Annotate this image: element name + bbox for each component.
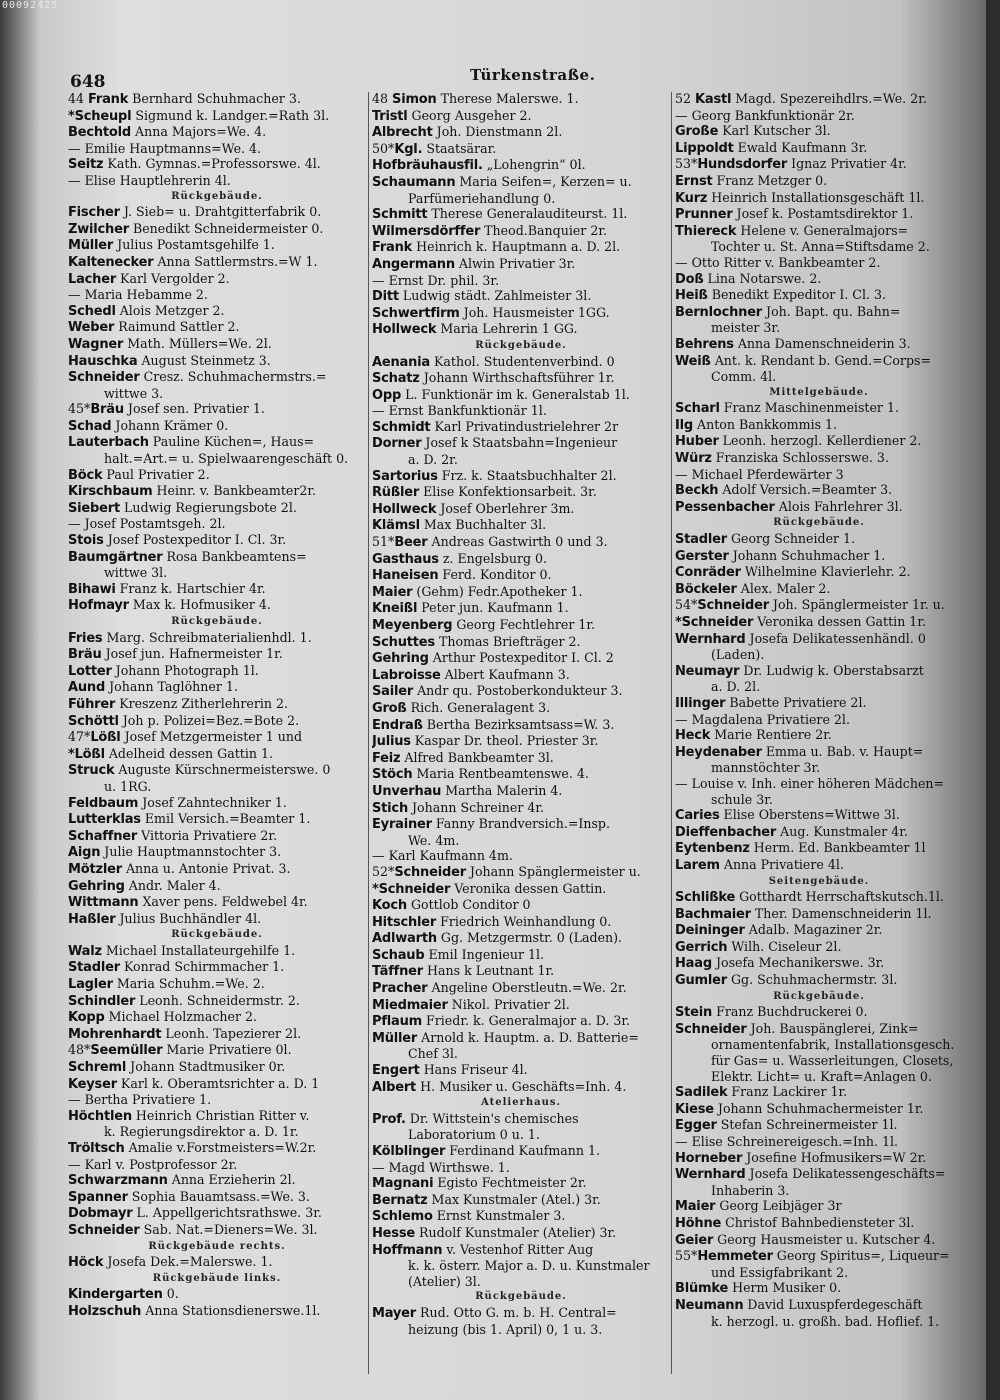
directory-entry: Stadler Georg Schneider 1. (675, 531, 856, 548)
directory-entry: Schaffner Vittoria Privatiere 2r. (68, 827, 278, 844)
directory-entry: Höchtlen Heinrich Christian Ritter v. (68, 1107, 310, 1124)
directory-entry: — Magdalena Privatiere 2l. (675, 711, 850, 727)
directory-entry: Schöttl Joh p. Polizei=Bez.=Bote 2. (68, 712, 300, 729)
directory-entry: Bernlochner Joh. Bapt. qu. Bahn= (675, 303, 901, 320)
entry-continuation: We. 4m. (408, 832, 460, 848)
directory-entry: 51*Beer Andreas Gastwirth 0 und 3. (372, 534, 608, 551)
directory-entry: Heiß Benedikt Expeditor I. Cl. 3. (675, 287, 886, 304)
directory-entry: — Michael Pferdewärter 3 (675, 466, 844, 482)
entry-continuation: mannstöchter 3r. (711, 760, 821, 776)
directory-entry: Wilmersdörffer Theod.Banquier 2r. (372, 222, 607, 239)
section-heading: Atelierhaus. (481, 1097, 561, 1109)
directory-entry: Mayer Rud. Otto G. m. b. H. Central= (372, 1304, 617, 1321)
directory-entry: Labroisse Albert Kaufmann 3. (372, 666, 570, 683)
directory-entry: Blümke Herm Musiker 0. (675, 1280, 842, 1297)
directory-entry: Aund Johann Taglöhner 1. (68, 679, 238, 696)
entry-continuation: wittwe 3l. (104, 565, 168, 581)
section-heading: Rückgebäude. (773, 517, 865, 529)
directory-entry: Schwarzmann Anna Erzieherin 2l. (68, 1172, 296, 1189)
directory-entry: Opp L. Funktionär im k. Generalstab 1l. (372, 386, 630, 403)
directory-entry: Kurz Heinrich Installationsgeschäft 1l. (675, 189, 925, 206)
directory-entry: Klämsl Max Buchhalter 3l. (372, 517, 547, 534)
directory-entry: Lagler Maria Schuhm.=We. 2. (68, 976, 265, 993)
directory-entry: Kirschbaum Heinr. v. Bankbeamter2r. (68, 483, 317, 500)
directory-entry: — Emilie Hauptmanns=We. 4. (68, 140, 262, 156)
directory-entry: Dobmayr L. Appellgerichtsrathswe. 3r. (68, 1205, 322, 1222)
entry-continuation: a. D. 2r. (408, 452, 458, 468)
directory-entry: Lacher Karl Vergolder 2. (68, 270, 230, 287)
directory-entry: Schuttes Thomas Briefträger 2. (372, 633, 581, 650)
column-2 (372, 91, 670, 1337)
directory-entry: Weiß Ant. k. Rendant b. Gend.=Corps= (675, 352, 932, 369)
directory-entry: — Maria Hebamme 2. (68, 287, 208, 303)
directory-entry: 55*Hemmeter Georg Spiritus=, Liqueur= (675, 1248, 950, 1265)
column-1 (68, 91, 366, 1320)
directory-entry: Maier Georg Leibjäger 3r (675, 1198, 842, 1215)
directory-entry: Hollweck Maria Lehrerin 1 GG. (372, 321, 578, 338)
directory-entry: Seitz Kath. Gymnas.=Professorswe. 4l. (68, 156, 321, 173)
directory-entry: Mohrenhardt Leonh. Tapezierer 2l. (68, 1025, 302, 1042)
entry-continuation: für Gas= u. Wasserleitungen, Closets, (711, 1053, 954, 1069)
directory-entry: Hollweck Josef Oberlehrer 3m. (372, 500, 575, 517)
directory-entry: Hauschka August Steinmetz 3. (68, 352, 271, 369)
section-heading: Rückgebäude. (171, 616, 263, 627)
directory-entry: Höck Josefa Dek.=Malerswe. 1. (68, 1254, 273, 1271)
directory-entry: Kiese Johann Schuhmachermeister 1r. (675, 1100, 924, 1117)
directory-entry: Rüßler Elise Konfektionsarbeit. 3r. (372, 484, 597, 501)
directory-entry: — Otto Ritter v. Bankbeamter 2. (675, 254, 881, 270)
section-heading: Rückgebäude. (171, 190, 263, 202)
directory-entry: Böckeler Alex. Maler 2. (675, 580, 831, 597)
directory-entry: Spanner Sophia Bauamtsass.=We. 3. (68, 1188, 310, 1205)
directory-entry: Schlißke Gotthardt Herrschaftskutsch.1l. (675, 889, 944, 906)
directory-entry: Stöch Maria Rentbeamtenswe. 4. (372, 766, 589, 783)
directory-entry: — Ernst Bankfunktionär 1l. (372, 403, 547, 419)
directory-entry: 52*Schneider Johann Spänglermeister u. (372, 863, 641, 880)
directory-entry: Schneider Joh. Bauspänglerei, Zink= (675, 1020, 919, 1037)
directory-entry: Gerrich Wilh. Ciseleur 2l. (675, 938, 842, 955)
directory-entry: Neumayr Dr. Ludwig k. Oberstabsarzt (675, 662, 924, 679)
directory-entry: Thiereck Helene v. Generalmajors= (675, 222, 909, 239)
directory-entry: — Ernst Dr. phil. 3r. (372, 272, 500, 288)
directory-entry: Caries Elise Oberstens=Wittwe 3l. (675, 807, 900, 824)
directory-entry: Albert H. Musiker u. Geschäfts=Inh. 4. (372, 1078, 627, 1095)
directory-entry: Schedl Alois Metzger 2. (68, 302, 225, 319)
entry-continuation: schule 3r. (711, 791, 773, 807)
directory-entry: 45*Bräu Josef sen. Privatier 1. (68, 401, 265, 418)
directory-entry: Hofmayr Max k. Hofmusiker 4. (68, 597, 271, 614)
entry-continuation: Elektr. Licht= u. Kraft=Anlagen 0. (711, 1068, 932, 1084)
directory-entry: Kaltenecker Anna Sattlermstrs.=W 1. (68, 253, 318, 270)
entry-continuation: ornamentenfabrik, Installationsgesch. (711, 1037, 955, 1053)
entry-continuation: Tochter u. St. Anna=Stiftsdame 2. (711, 239, 930, 255)
running-head: Türkenstraße. (470, 66, 596, 84)
directory-entry: — Georg Bankfunktionär 2r. (675, 107, 855, 123)
directory-entry: Frank Heinrich k. Hauptmann a. D. 2l. (372, 239, 621, 256)
column-rule (368, 92, 369, 1374)
directory-entry: Aenania Kathol. Studentenverbind. 0 (372, 353, 615, 370)
directory-entry: Ilg Anton Bankkommis 1. (675, 416, 838, 433)
directory-entry: Fischer J. Sieb= u. Drahtgitterfabrik 0. (68, 204, 322, 221)
directory-entry: Böck Paul Privatier 2. (68, 466, 210, 483)
page-number: 648 (70, 72, 106, 92)
entry-continuation: Parfümeriehandlung 0. (408, 190, 556, 206)
directory-entry: Wernhard Josefa Delikatessenhändl. 0 (675, 630, 926, 647)
directory-entry: Egger Stefan Schreinermeister 1l. (675, 1117, 898, 1134)
directory-entry: Prunner Josef k. Postamtsdirektor 1. (675, 206, 914, 223)
section-heading: Rückgebäude. (475, 339, 567, 351)
directory-entry: Stois Josef Postexpeditor I. Cl. 3r. (68, 532, 287, 549)
entry-continuation: (Atelier) 3l. (408, 1273, 481, 1289)
directory-entry: Fries Marg. Schreibmaterialienhdl. 1. (68, 629, 312, 646)
binding-edge (986, 0, 1000, 1400)
directory-entry: Illinger Babette Privatiere 2l. (675, 694, 867, 711)
directory-entry: Schatz Johann Wirthschaftsführer 1r. (372, 370, 615, 387)
scan-id: 00092425 (2, 0, 59, 11)
directory-entry: 50*Kgl. Staatsärar. (372, 140, 497, 157)
directory-entry: Bihawi Franz k. Hartschier 4r. (68, 580, 266, 597)
directory-entry: Mötzler Anna u. Antonie Privat. 3. (68, 860, 291, 877)
directory-entry: Sailer Andr qu. Postoberkondukteur 3. (372, 683, 623, 700)
directory-entry: Doß Lina Notarswe. 2. (675, 270, 822, 287)
directory-entry: Bechtold Anna Majors=We. 4. (68, 124, 267, 141)
entry-continuation: Comm. 4l. (711, 369, 777, 385)
directory-entry: — Elise Schreinereigesch.=Inh. 1l. (675, 1134, 899, 1149)
directory-entry: Gerster Johann Schuhmacher 1. (675, 547, 886, 564)
directory-entry: Bachmaier Ther. Damenschneiderin 1l. (675, 905, 932, 922)
directory-entry: Holzschuh Anna Stationsdienerswe.1l. (68, 1302, 321, 1319)
directory-entry: Würz Franziska Schlosserswe. 3. (675, 450, 889, 467)
directory-entry: Kölblinger Ferdinand Kaufmann 1. (372, 1143, 601, 1159)
entry-continuation: k. Regierungsdirektor a. D. 1r. (104, 1124, 299, 1140)
section-heading: Mittelgebäude. (769, 386, 869, 398)
directory-entry: Magnani Egisto Fechtmeister 2r. (372, 1175, 587, 1192)
directory-entry: *Schneider Veronika dessen Gattin 1r. (675, 614, 926, 630)
column-rule (671, 92, 672, 1374)
directory-entry: Haneisen Ferd. Konditor 0. (372, 567, 552, 584)
directory-entry: Struck Auguste Kürschnermeisterswe. 0 (68, 762, 331, 779)
directory-entry: Scharl Franz Maschinenmeister 1. (675, 400, 899, 417)
directory-entry: Geier Georg Hausmeister u. Kutscher 4. (675, 1231, 936, 1248)
entry-continuation: wittwe 3. (104, 385, 164, 401)
directory-entry: Gumler Gg. Schuhmachermstr. 3l. (675, 972, 898, 989)
directory-entry: Hesse Rudolf Kunstmaler (Atelier) 3r. (372, 1224, 617, 1241)
directory-entry: Koch Gottlob Conditor 0 (372, 897, 531, 914)
directory-entry: Gehring Andr. Maler 4. (68, 877, 221, 894)
directory-entry: Zwilcher Benedikt Schneidermeister 0. (68, 220, 324, 237)
directory-entry: Lotter Johann Photograph 1l. (68, 662, 259, 679)
directory-entry: Schlemo Ernst Kunstmaler 3. (372, 1208, 566, 1225)
directory-entry: Horneber Josefine Hofmusikers=W 2r. (675, 1149, 927, 1166)
directory-entry: Eyrainer Fanny Brandversich.=Insp. (372, 816, 610, 833)
directory-entry: Larem Anna Privatiere 4l. (675, 856, 844, 873)
directory-entry: Sadilek Franz Lackirer 1r. (675, 1084, 848, 1101)
directory-entry: Schindler Leonh. Schneidermstr. 2. (68, 992, 300, 1009)
directory-entry: Siebert Ludwig Regierungsbote 2l. (68, 499, 297, 516)
directory-entry: Gasthaus z. Engelsburg 0. (372, 550, 548, 567)
directory-entry: Schmitt Therese Generalauditeurst. 1l. (372, 206, 628, 223)
directory-entry: Hitschler Friedrich Weinhandlung 0. (372, 913, 612, 930)
directory-entry: Aign Julie Hauptmannstochter 3. (68, 844, 282, 861)
entry-continuation: Inhaberin 3. (711, 1182, 790, 1198)
directory-entry: Schneider Cresz. Schuhmachermstrs.= (68, 369, 327, 386)
directory-entry: — Karl v. Postprofessor 2r. (68, 1156, 238, 1172)
directory-entry: *Lößl Adelheid dessen Gattin 1. (68, 745, 273, 762)
directory-entry: Hofbräuhausfil. „Lohengrin“ 0l. (372, 157, 586, 174)
section-heading: Rückgebäude rechts. (148, 1240, 286, 1252)
column-3 (675, 91, 963, 1329)
directory-entry: Stadler Konrad Schirmmacher 1. (68, 959, 285, 976)
directory-entry: Schmidt Karl Privatindustrielehrer 2r (372, 418, 619, 435)
directory-entry: Tristl Georg Ausgeher 2. (372, 107, 532, 124)
directory-entry: Stein Franz Buchdruckerei 0. (675, 1004, 868, 1021)
directory-entry: Angermann Alwin Privatier 3r. (372, 255, 576, 272)
directory-entry: Täffner Hans k Leutnant 1r. (372, 963, 555, 980)
directory-entry: 48 Simon Therese Malerswe. 1. (372, 91, 579, 107)
directory-entry: Deininger Adalb. Magaziner 2r. (675, 922, 883, 939)
section-heading: Seitengebäude. (768, 875, 870, 887)
entry-continuation: Chef 3l. (408, 1046, 458, 1062)
directory-entry: 54*Schneider Joh. Spänglermeister 1r. u. (675, 597, 945, 614)
directory-entry: Feldbaum Josef Zahntechniker 1. (68, 794, 287, 811)
directory-entry: Höhne Christof Bahnbediensteter 3l. (675, 1214, 915, 1231)
directory-entry: — Magd Wirthswe. 1. (372, 1159, 510, 1175)
directory-entry: — Bertha Privatiere 1. (68, 1092, 212, 1108)
directory-entry: 48*Seemüller Marie Privatiere 0l. (68, 1042, 292, 1059)
directory-entry: Albrecht Joh. Dienstmann 2l. (372, 124, 563, 141)
section-heading: Rückgebäude links. (152, 1272, 282, 1284)
directory-entry: Gehring Arthur Postexpeditor I. Cl. 2 (372, 650, 614, 667)
section-heading: Rückgebäude. (171, 929, 263, 941)
directory-entry: Baumgärtner Rosa Bankbeamtens= (68, 548, 307, 565)
directory-entry: Führer Kreszenz Zitherlehrerin 2. (68, 695, 289, 712)
directory-entry: Groß Rich. Generalagent 3. (372, 699, 551, 716)
directory-entry: Behrens Anna Damenschneiderin 3. (675, 335, 911, 352)
directory-entry: Stich Johann Schreiner 4r. (372, 799, 545, 816)
directory-entry: Dieffenbacher Aug. Kunstmaler 4r. (675, 823, 908, 840)
directory-entry: Lutterklas Emil Versich.=Beamter 1. (68, 811, 311, 828)
directory-entry: Neumann David Luxuspferdegeschäft (675, 1296, 923, 1313)
directory-entry: Tröltsch Amalie v.Forstmeisters=W.2r. (68, 1140, 317, 1156)
directory-entry: Lauterbach Pauline Küchen=, Haus= (68, 434, 315, 451)
directory-entry: 52 Kastl Magd. Spezereihdlrs.=We. 2r. (675, 91, 927, 107)
directory-entry: Heck Marie Rentiere 2r. (675, 727, 832, 744)
directory-entry: Bräu Josef jun. Hafnermeister 1r. (68, 646, 283, 663)
directory-entry: Haag Josefa Mechanikerswe. 3r. (675, 955, 885, 972)
directory-entry: Ernst Franz Metzger 0. (675, 172, 828, 189)
entry-continuation: meister 3r. (711, 320, 781, 336)
directory-entry: Kopp Michael Holzmacher 2. (68, 1009, 258, 1026)
directory-entry: — Louise v. Inh. einer höheren Mädchen= (675, 775, 945, 791)
directory-entry: Schwertfirm Joh. Hausmeister 1GG. (372, 304, 610, 321)
directory-entry: Beckh Adolf Versich.=Beamter 3. (675, 482, 893, 499)
directory-entry: Schad Johann Krämer 0. (68, 417, 229, 434)
directory-entry: Kneißl Peter jun. Kaufmann 1. (372, 600, 569, 617)
entry-continuation: halt.=Art.= u. Spielwaarengeschäft 0. (104, 451, 349, 467)
entry-continuation: k. k. österr. Major a. D. u. Kunstmaler (408, 1258, 650, 1274)
directory-entry: Endraß Bertha Bezirksamtsass=W. 3. (372, 716, 615, 733)
directory-entry: Adlwarth Gg. Metzgermstr. 0 (Laden). (372, 930, 623, 947)
directory-entry: Müller Julius Postamtsgehilfe 1. (68, 237, 275, 254)
section-heading: Rückgebäude. (773, 990, 865, 1002)
directory-entry: Prof. Dr. Wittstein's chemisches (372, 1110, 579, 1127)
directory-entry: Kindergarten 0. (68, 1286, 179, 1303)
directory-entry: *Schneider Veronika dessen Gattin. (372, 880, 607, 897)
entry-continuation: u. 1RG. (104, 778, 152, 794)
directory-entry: Maier (Gehm) Fedr.Apotheker 1. (372, 583, 583, 600)
directory-entry: Schaumann Maria Seifen=, Kerzen= u. (372, 173, 632, 190)
directory-entry: Heydenaber Emma u. Bab. v. Haupt= (675, 743, 924, 760)
section-heading: Rückgebäude. (475, 1291, 567, 1303)
directory-entry: Huber Leonh. herzogl. Kellerdiener 2. (675, 433, 922, 450)
directory-entry: Feiz Alfred Bankbeamter 3l. (372, 749, 554, 766)
directory-entry: Eytenbenz Herm. Ed. Bankbeamter 1l (675, 840, 926, 857)
directory-entry: Miedmaier Nikol. Privatier 2l. (372, 996, 570, 1013)
directory-entry: Wernhard Josefa Delikatessengeschäfts= (675, 1166, 946, 1183)
directory-entry: 44 Frank Bernhard Schuhmacher 3. (68, 91, 301, 107)
directory-entry: Pflaum Friedr. k. Generalmajor a. D. 3r. (372, 1013, 631, 1030)
directory-entry: Schreml Johann Stadtmusiker 0r. (68, 1059, 286, 1076)
entry-continuation: k. herzogl. u. großh. bad. Hoflief. 1. (711, 1313, 940, 1329)
directory-entry: 53*Hundsdorfer Ignaz Privatier 4r. (675, 156, 907, 173)
directory-entry: Müller Arnold k. Hauptm. a. D. Batterie= (372, 1029, 639, 1046)
directory-entry: Julius Kaspar Dr. theol. Priester 3r. (372, 733, 599, 750)
directory-entry: — Karl Kaufmann 4m. (372, 848, 513, 864)
directory-entry: 47*Lößl Josef Metzgermeister 1 und (68, 729, 303, 746)
directory-entry: Wittmann Xaver pens. Feldwebel 4r. (68, 894, 308, 911)
directory-entry: Meyenberg Georg Fechtlehrer 1r. (372, 617, 595, 633)
directory-entry: Schneider Sab. Nat.=Dieners=We. 3l. (68, 1221, 318, 1238)
directory-entry: Hoffmann v. Vestenhof Ritter Aug (372, 1241, 594, 1258)
directory-entry: Haßler Julius Buchhändler 4l. (68, 910, 262, 927)
directory-entry: Conräder Wilhelmine Klavierlehr. 2. (675, 564, 911, 581)
directory-entry: Pracher Angeline Oberstleutn.=We. 2r. (372, 980, 627, 997)
directory-entry: Walz Michael Installateurgehilfe 1. (68, 942, 296, 959)
directory-entry: *Scheupl Sigmund k. Landger.=Rath 3l. (68, 107, 330, 124)
directory-entry: Ditt Ludwig städt. Zahlmeister 3l. (372, 288, 592, 305)
entry-continuation: a. D. 2l. (711, 679, 761, 695)
directory-entry: Pessenbacher Alois Fahrlehrer 3l. (675, 498, 903, 515)
directory-entry: Dorner Josef k Staatsbahn=Ingenieur (372, 435, 618, 452)
directory-entry: — Elise Hauptlehrerin 4l. (68, 172, 231, 188)
directory-entry: Bernatz Max Kunstmaler (Atel.) 3r. (372, 1191, 601, 1208)
entry-continuation: (Laden). (711, 647, 765, 663)
entry-continuation: Laboratorium 0 u. 1. (408, 1127, 540, 1143)
directory-entry: — Josef Postamtsgeh. 2l. (68, 516, 226, 532)
directory-entry: Schaub Emil Ingenieur 1l. (372, 946, 545, 963)
directory-entry: Sartorius Frz. k. Staatsbuchhalter 2l. (372, 467, 617, 484)
entry-continuation: und Essigfabrikant 2. (711, 1264, 849, 1280)
directory-entry: Weber Raimund Sattler 2. (68, 319, 240, 336)
directory-entry: Lippoldt Ewald Kaufmann 3r. (675, 139, 868, 156)
directory-entry: Keyser Karl k. Oberamtsrichter a. D. 1 (68, 1075, 320, 1092)
directory-entry: Engert Hans Friseur 4l. (372, 1062, 528, 1079)
directory-entry: Große Karl Kutscher 3l. (675, 123, 831, 140)
entry-continuation: heizung (bis 1. April) 0, 1 u. 3. (408, 1321, 603, 1337)
directory-entry: Unverhau Martha Malerin 4. (372, 782, 563, 799)
directory-entry: Wagner Math. Müllers=We. 2l. (68, 335, 272, 352)
